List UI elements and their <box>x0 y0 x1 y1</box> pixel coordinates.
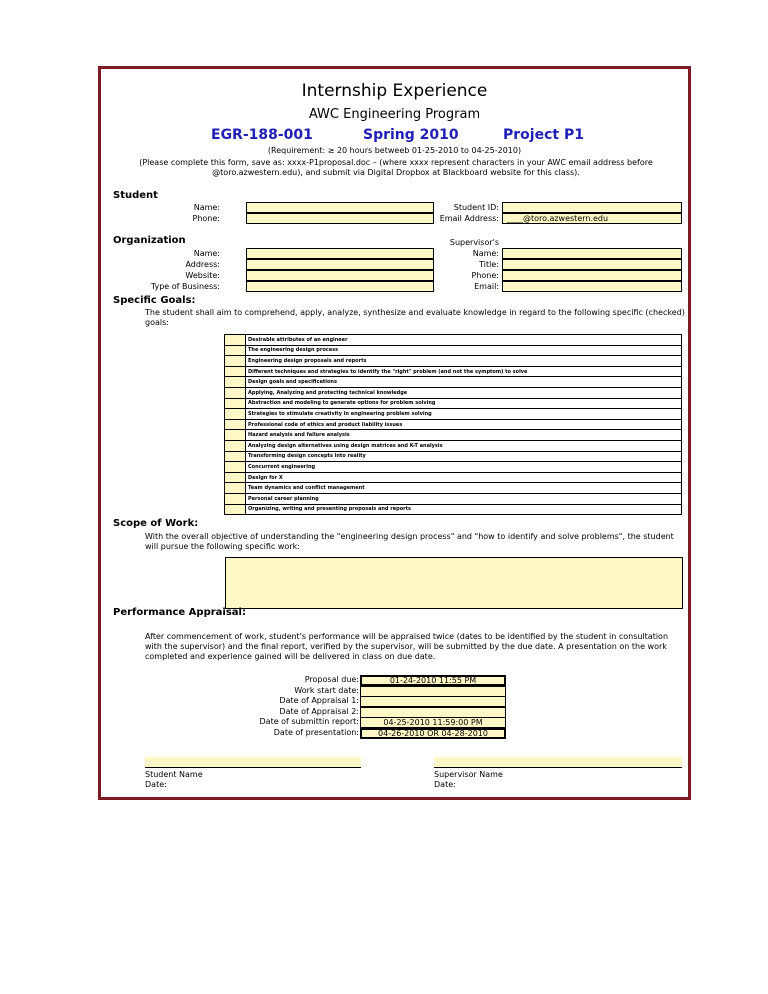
goal-row <box>225 366 682 377</box>
semester: Spring 2010 <box>363 127 459 143</box>
goal-checkbox[interactable] <box>225 451 246 462</box>
goal-checkbox[interactable] <box>225 366 246 377</box>
scope-of-work-field[interactable] <box>225 557 683 609</box>
student-id-field[interactable] <box>502 202 682 213</box>
goal-label: Engineering design proposals and reports <box>246 356 682 367</box>
supervisor-phone-field[interactable] <box>502 270 682 281</box>
org-name-field[interactable] <box>246 248 434 259</box>
goal-row <box>225 504 682 515</box>
goal-row <box>225 483 682 494</box>
instructions-text: (Please complete this form, save as: xxxx-P1proposal.doc – (where xxxx represent characters in your AWC email address before @toro.azwestern.edu), and submit via Digital Dropbox at Blackboard website for this class). <box>139 158 653 177</box>
goal-checkbox[interactable] <box>225 377 246 388</box>
student-id-label: Student ID: <box>453 203 499 212</box>
supervisor-email-label: Email: <box>474 282 499 291</box>
goal-label: Design for X <box>246 472 682 483</box>
goal-label: Analyzing design alternatives using design matrices and K-T analysis <box>246 440 682 451</box>
requirement-text: (Requirement: ≥ 20 hours betweeb 01-25-2010 to 04-25-2010) <box>267 146 522 155</box>
supervisor-title-label: Title: <box>479 260 499 269</box>
goal-label: Applying, Analyzing and protecting technical knowledge <box>246 387 682 398</box>
goals-table <box>224 334 682 515</box>
goal-checkbox[interactable] <box>225 430 246 441</box>
goal-checkbox[interactable] <box>225 440 246 451</box>
schedule-field[interactable] <box>360 686 506 697</box>
goal-row <box>225 398 682 409</box>
goal-row <box>225 356 682 367</box>
project-name: Project P1 <box>503 127 584 143</box>
organization-section-title: Organization <box>113 235 186 246</box>
org-address-field[interactable] <box>246 259 434 270</box>
goal-row <box>225 430 682 441</box>
student-phone-label: Phone: <box>192 214 220 223</box>
goal-checkbox[interactable] <box>225 504 246 515</box>
org-name-label: Name: <box>193 249 220 258</box>
goal-checkbox[interactable] <box>225 335 246 346</box>
goal-label: The engineering design process <box>246 345 682 356</box>
course-code: EGR-188-001 <box>211 127 313 143</box>
org-website-label: Website: <box>185 271 220 280</box>
goal-checkbox[interactable] <box>225 472 246 483</box>
goal-checkbox[interactable] <box>225 419 246 430</box>
goal-label: Transforming design concepts into reality <box>246 451 682 462</box>
goal-row <box>225 419 682 430</box>
supervisor-name-label: Name: <box>472 249 499 258</box>
student-phone-field[interactable] <box>246 213 434 224</box>
goal-label: Team dynamics and conflict management <box>246 483 682 494</box>
goal-row <box>225 335 682 346</box>
supervisor-name-sig-label: Supervisor Name <box>434 770 503 779</box>
goal-row <box>225 493 682 504</box>
scope-section-title: Scope of Work: <box>113 518 199 529</box>
goals-intro: The student shall aim to comprehend, apply, analyze, synthesize and evaluate knowledge in regard to the following specific (checked) goals: <box>145 308 685 327</box>
org-website-field[interactable] <box>246 270 434 281</box>
student-name-label: Name: <box>193 203 220 212</box>
goal-checkbox[interactable] <box>225 387 246 398</box>
student-name-sig-label: Student Name <box>145 770 203 779</box>
program-name: AWC Engineering Program <box>308 107 481 122</box>
goal-row <box>225 440 682 451</box>
supervisor-title-field[interactable] <box>502 259 682 270</box>
schedule-label: Date of submittin report: <box>259 717 359 727</box>
goal-label: Desirable attributes of an engineer <box>246 335 682 346</box>
goal-label: Strategies to stimulate creativity in engineering problem solving <box>246 409 682 420</box>
goal-checkbox[interactable] <box>225 345 246 356</box>
student-date-label: Date: <box>145 780 167 789</box>
scope-text: With the overall objective of understanding the "engineering design process" and "how to identify and solve problems", the student will pursue the following specific work: <box>145 532 674 551</box>
schedule-label: Date of Appraisal 1: <box>279 696 359 706</box>
goal-checkbox[interactable] <box>225 493 246 504</box>
goal-row <box>225 462 682 473</box>
schedule-field[interactable]: 01-24-2010 11:55 PM <box>360 675 506 686</box>
goal-label: Design goals and specifications <box>246 377 682 388</box>
org-address-label: Address: <box>185 260 220 269</box>
supervisor-date-label: Date: <box>434 780 456 789</box>
goal-row <box>225 377 682 388</box>
schedule-label: Proposal due: <box>304 675 359 684</box>
supervisor-name-field[interactable] <box>502 248 682 259</box>
goal-checkbox[interactable] <box>225 483 246 494</box>
appraisal-section-title: Performance Appraisal: <box>113 607 246 618</box>
goal-row <box>225 472 682 483</box>
student-name-field[interactable] <box>246 202 434 213</box>
supervisor-signature-line[interactable] <box>434 757 682 768</box>
email-field[interactable]: ____@toro.azwestern.edu <box>502 213 682 224</box>
supervisor-email-field[interactable] <box>502 281 682 292</box>
goals-section-title: Specific Goals: <box>113 295 196 306</box>
goal-row <box>225 409 682 420</box>
schedule-label: Work start date: <box>294 685 359 695</box>
appraisal-text: After commencement of work, student's performance will be appraised twice (dates to be identified by the student in consultation with the supervisor) and the final report, verified by the supervisor, will be submitted by the due date. A presentation on the work completed and experience gained will be delivered in class on due date. <box>145 632 669 661</box>
supervisor-phone-label: Phone: <box>471 271 499 280</box>
goal-label: Hazard analysis and failure analysis <box>246 430 682 441</box>
schedule-field[interactable] <box>360 707 506 718</box>
email-label: Email Address: <box>439 214 499 223</box>
schedule-label: Date of presentation: <box>273 728 359 737</box>
goal-label: Professional code of ethics and product liability issues <box>246 419 682 430</box>
supervisor-label: Supervisor's <box>449 238 499 247</box>
schedule-field[interactable] <box>360 696 506 707</box>
org-type-field[interactable] <box>246 281 434 292</box>
student-signature-line[interactable] <box>145 757 361 768</box>
goal-label: Personal career planning <box>246 493 682 504</box>
schedule-field[interactable]: 04-26-2010 OR 04-28-2010 <box>360 728 506 739</box>
goal-row <box>225 451 682 462</box>
goal-row <box>225 387 682 398</box>
schedule-field[interactable]: 04-25-2010 11:59:00 PM <box>360 717 506 728</box>
internship-form <box>98 66 691 800</box>
org-type-label: Type of Business: <box>150 282 220 291</box>
goal-checkbox[interactable] <box>225 398 246 409</box>
goal-row <box>225 345 682 356</box>
schedule-label: Date of Appraisal 2: <box>279 706 359 716</box>
goal-checkbox[interactable] <box>225 462 246 473</box>
student-section-title: Student <box>113 190 158 201</box>
goal-label: Organizing, writing and presenting proposals and reports <box>246 504 682 515</box>
goal-label: Abstraction and modeling to generate options for problem solving <box>246 398 682 409</box>
goal-checkbox[interactable] <box>225 356 246 367</box>
form-title: Internship Experience <box>301 81 488 101</box>
goal-label: Concurrent engineering <box>246 462 682 473</box>
goal-checkbox[interactable] <box>225 409 246 420</box>
goal-label: Different techniques and strategies to identify the "right" problem (and not the symptom) to solve <box>246 366 682 377</box>
